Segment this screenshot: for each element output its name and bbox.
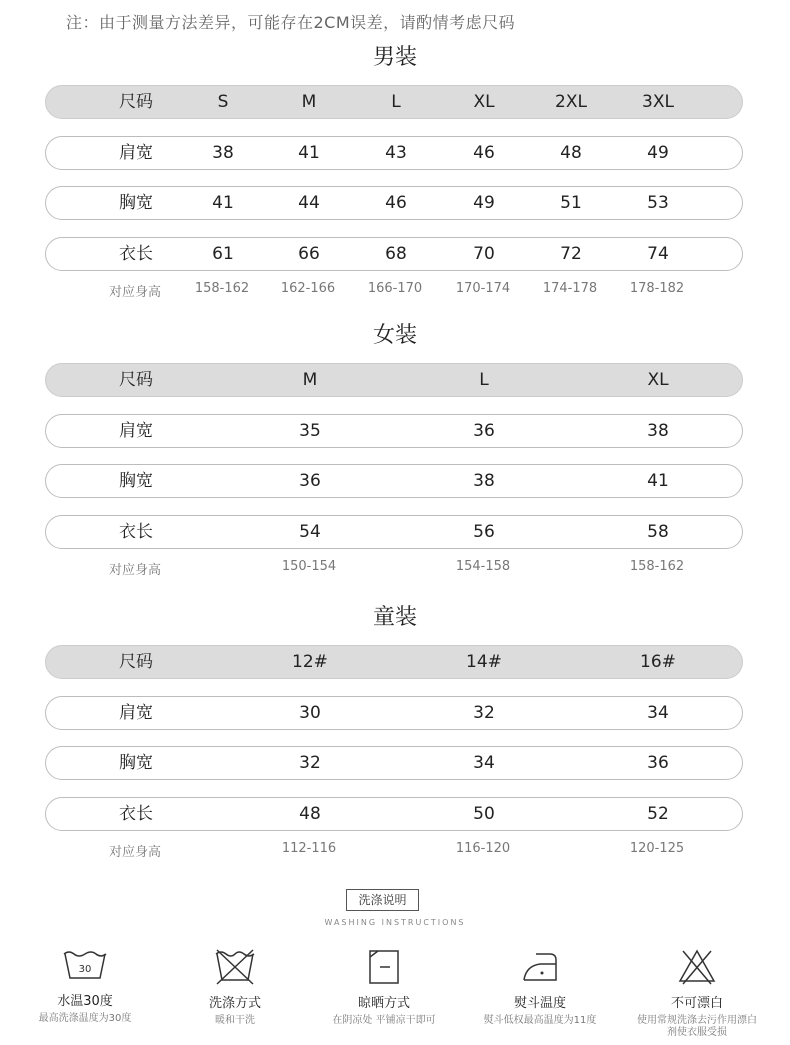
value-cell: 70 — [473, 244, 495, 264]
care-desc: 在阴凉处 平铺凉干即可 — [332, 1015, 436, 1026]
care-title: 不可漂白 — [670, 996, 723, 1011]
kids-section-title: 童装 — [372, 605, 417, 630]
kids-shoulder-row — [45, 696, 743, 730]
men-length-row — [45, 237, 743, 271]
iron-low-icon — [518, 948, 562, 986]
value-cell: 38 — [473, 471, 495, 491]
value-cell: 38 — [647, 421, 669, 441]
height-cell: 174-178 — [542, 281, 598, 296]
value-cell: 56 — [473, 522, 495, 542]
height-cell: 112-116 — [281, 841, 337, 856]
kids-length-row — [45, 797, 743, 831]
height-cell: 178-182 — [629, 281, 685, 296]
women-header-row — [45, 363, 743, 397]
value-cell: 36 — [473, 421, 495, 441]
value-cell: 50 — [473, 804, 495, 824]
men-chest-row — [45, 186, 743, 220]
size-cell: M — [301, 92, 317, 112]
women-height-row — [45, 559, 743, 579]
value-cell: 41 — [647, 471, 669, 491]
men-height-row — [45, 281, 743, 301]
care-title: 水温30度 — [57, 994, 113, 1009]
kids-chest-row — [45, 746, 743, 780]
row-label: 肩宽 — [119, 143, 153, 163]
row-label: 胸宽 — [119, 193, 153, 213]
value-cell: 49 — [647, 143, 669, 163]
row-label: 肩宽 — [119, 421, 153, 441]
value-cell: 68 — [385, 244, 407, 264]
row-label: 胸宽 — [119, 753, 153, 773]
size-cell: 3XL — [642, 92, 674, 112]
value-cell: 66 — [298, 244, 320, 264]
value-cell: 41 — [212, 193, 234, 213]
care-item-bleach — [622, 948, 772, 1039]
value-cell: 72 — [560, 244, 582, 264]
size-label: 尺码 — [119, 652, 153, 672]
value-cell: 44 — [298, 193, 320, 213]
size-cell: S — [217, 92, 229, 112]
height-cell: 120-125 — [629, 841, 685, 856]
value-cell: 48 — [560, 143, 582, 163]
size-cell: L — [391, 92, 401, 112]
care-item-wash — [10, 948, 160, 1025]
care-item-ironing — [465, 948, 615, 1027]
washing-subtitle: WASHING INSTRUCTIONS — [324, 918, 466, 927]
row-label: 衣长 — [119, 244, 153, 264]
size-cell: 16# — [640, 652, 676, 672]
women-section-title: 女装 — [372, 323, 417, 348]
row-label: 衣长 — [119, 522, 153, 542]
size-cell: 12# — [292, 652, 328, 672]
care-desc: 使用常规洗涤去污作用漂白剂使衣服受损 — [637, 1015, 757, 1038]
value-cell: 46 — [473, 143, 495, 163]
women-length-row — [45, 515, 743, 549]
no-bleach-icon — [677, 948, 717, 986]
size-label: 尺码 — [119, 370, 153, 390]
value-cell: 61 — [212, 244, 234, 264]
value-cell: 46 — [385, 193, 407, 213]
size-cell: 14# — [466, 652, 502, 672]
care-desc: 最高洗涤温度为30度 — [38, 1013, 132, 1024]
shade-dry-icon — [366, 948, 402, 986]
row-label: 衣长 — [119, 804, 153, 824]
value-cell: 49 — [473, 193, 495, 213]
size-cell: 2XL — [555, 92, 587, 112]
height-label: 对应身高 — [108, 845, 162, 860]
wash-30-icon — [61, 948, 109, 984]
care-item-method — [160, 948, 310, 1027]
no-dry-clean-icon — [213, 948, 257, 986]
care-item-drying — [309, 948, 459, 1027]
care-desc: 暖和干洗 — [215, 1015, 255, 1026]
size-cell: M — [302, 370, 318, 390]
value-cell: 36 — [647, 753, 669, 773]
height-cell: 158-162 — [194, 281, 250, 296]
value-cell: 35 — [299, 421, 321, 441]
height-cell: 154-158 — [455, 559, 511, 574]
value-cell: 36 — [299, 471, 321, 491]
row-label: 肩宽 — [119, 703, 153, 723]
height-label: 对应身高 — [108, 563, 162, 578]
men-shoulder-row — [45, 136, 743, 170]
height-cell: 116-120 — [455, 841, 511, 856]
value-cell: 58 — [647, 522, 669, 542]
height-label: 对应身高 — [108, 285, 162, 300]
value-cell: 51 — [560, 193, 582, 213]
value-cell: 74 — [647, 244, 669, 264]
care-title: 晾晒方式 — [357, 996, 410, 1011]
value-cell: 52 — [647, 804, 669, 824]
value-cell: 54 — [299, 522, 321, 542]
size-cell: XL — [473, 92, 495, 112]
value-cell: 32 — [299, 753, 321, 773]
care-title: 洗涤方式 — [208, 996, 261, 1011]
value-cell: 48 — [299, 804, 321, 824]
men-header-row — [45, 85, 743, 119]
washing-badge: 洗涤说明 — [346, 889, 419, 911]
size-cell: XL — [647, 370, 669, 390]
measurement-note: 注：由于测量方法差异，可能存在2CM误差，请酌情考虑尺码 — [66, 13, 516, 32]
value-cell: 38 — [212, 143, 234, 163]
women-chest-row — [45, 464, 743, 498]
size-label: 尺码 — [119, 92, 153, 112]
value-cell: 53 — [647, 193, 669, 213]
kids-header-row — [45, 645, 743, 679]
height-cell: 162-166 — [280, 281, 336, 296]
height-cell: 170-174 — [455, 281, 511, 296]
value-cell: 34 — [473, 753, 495, 773]
height-cell: 158-162 — [629, 559, 685, 574]
height-cell: 166-170 — [367, 281, 423, 296]
value-cell: 43 — [385, 143, 407, 163]
row-label: 胸宽 — [119, 471, 153, 491]
value-cell: 41 — [298, 143, 320, 163]
women-shoulder-row — [45, 414, 743, 448]
kids-height-row — [45, 841, 743, 861]
size-cell: L — [479, 370, 489, 390]
value-cell: 34 — [647, 703, 669, 723]
wash-temp-label: 30 — [78, 964, 92, 975]
value-cell: 32 — [473, 703, 495, 723]
height-cell: 150-154 — [281, 559, 337, 574]
care-desc: 熨斗低权最高温度为11度 — [483, 1015, 597, 1026]
men-section-title: 男装 — [372, 45, 417, 70]
value-cell: 30 — [299, 703, 321, 723]
care-title: 熨斗温度 — [513, 996, 566, 1011]
